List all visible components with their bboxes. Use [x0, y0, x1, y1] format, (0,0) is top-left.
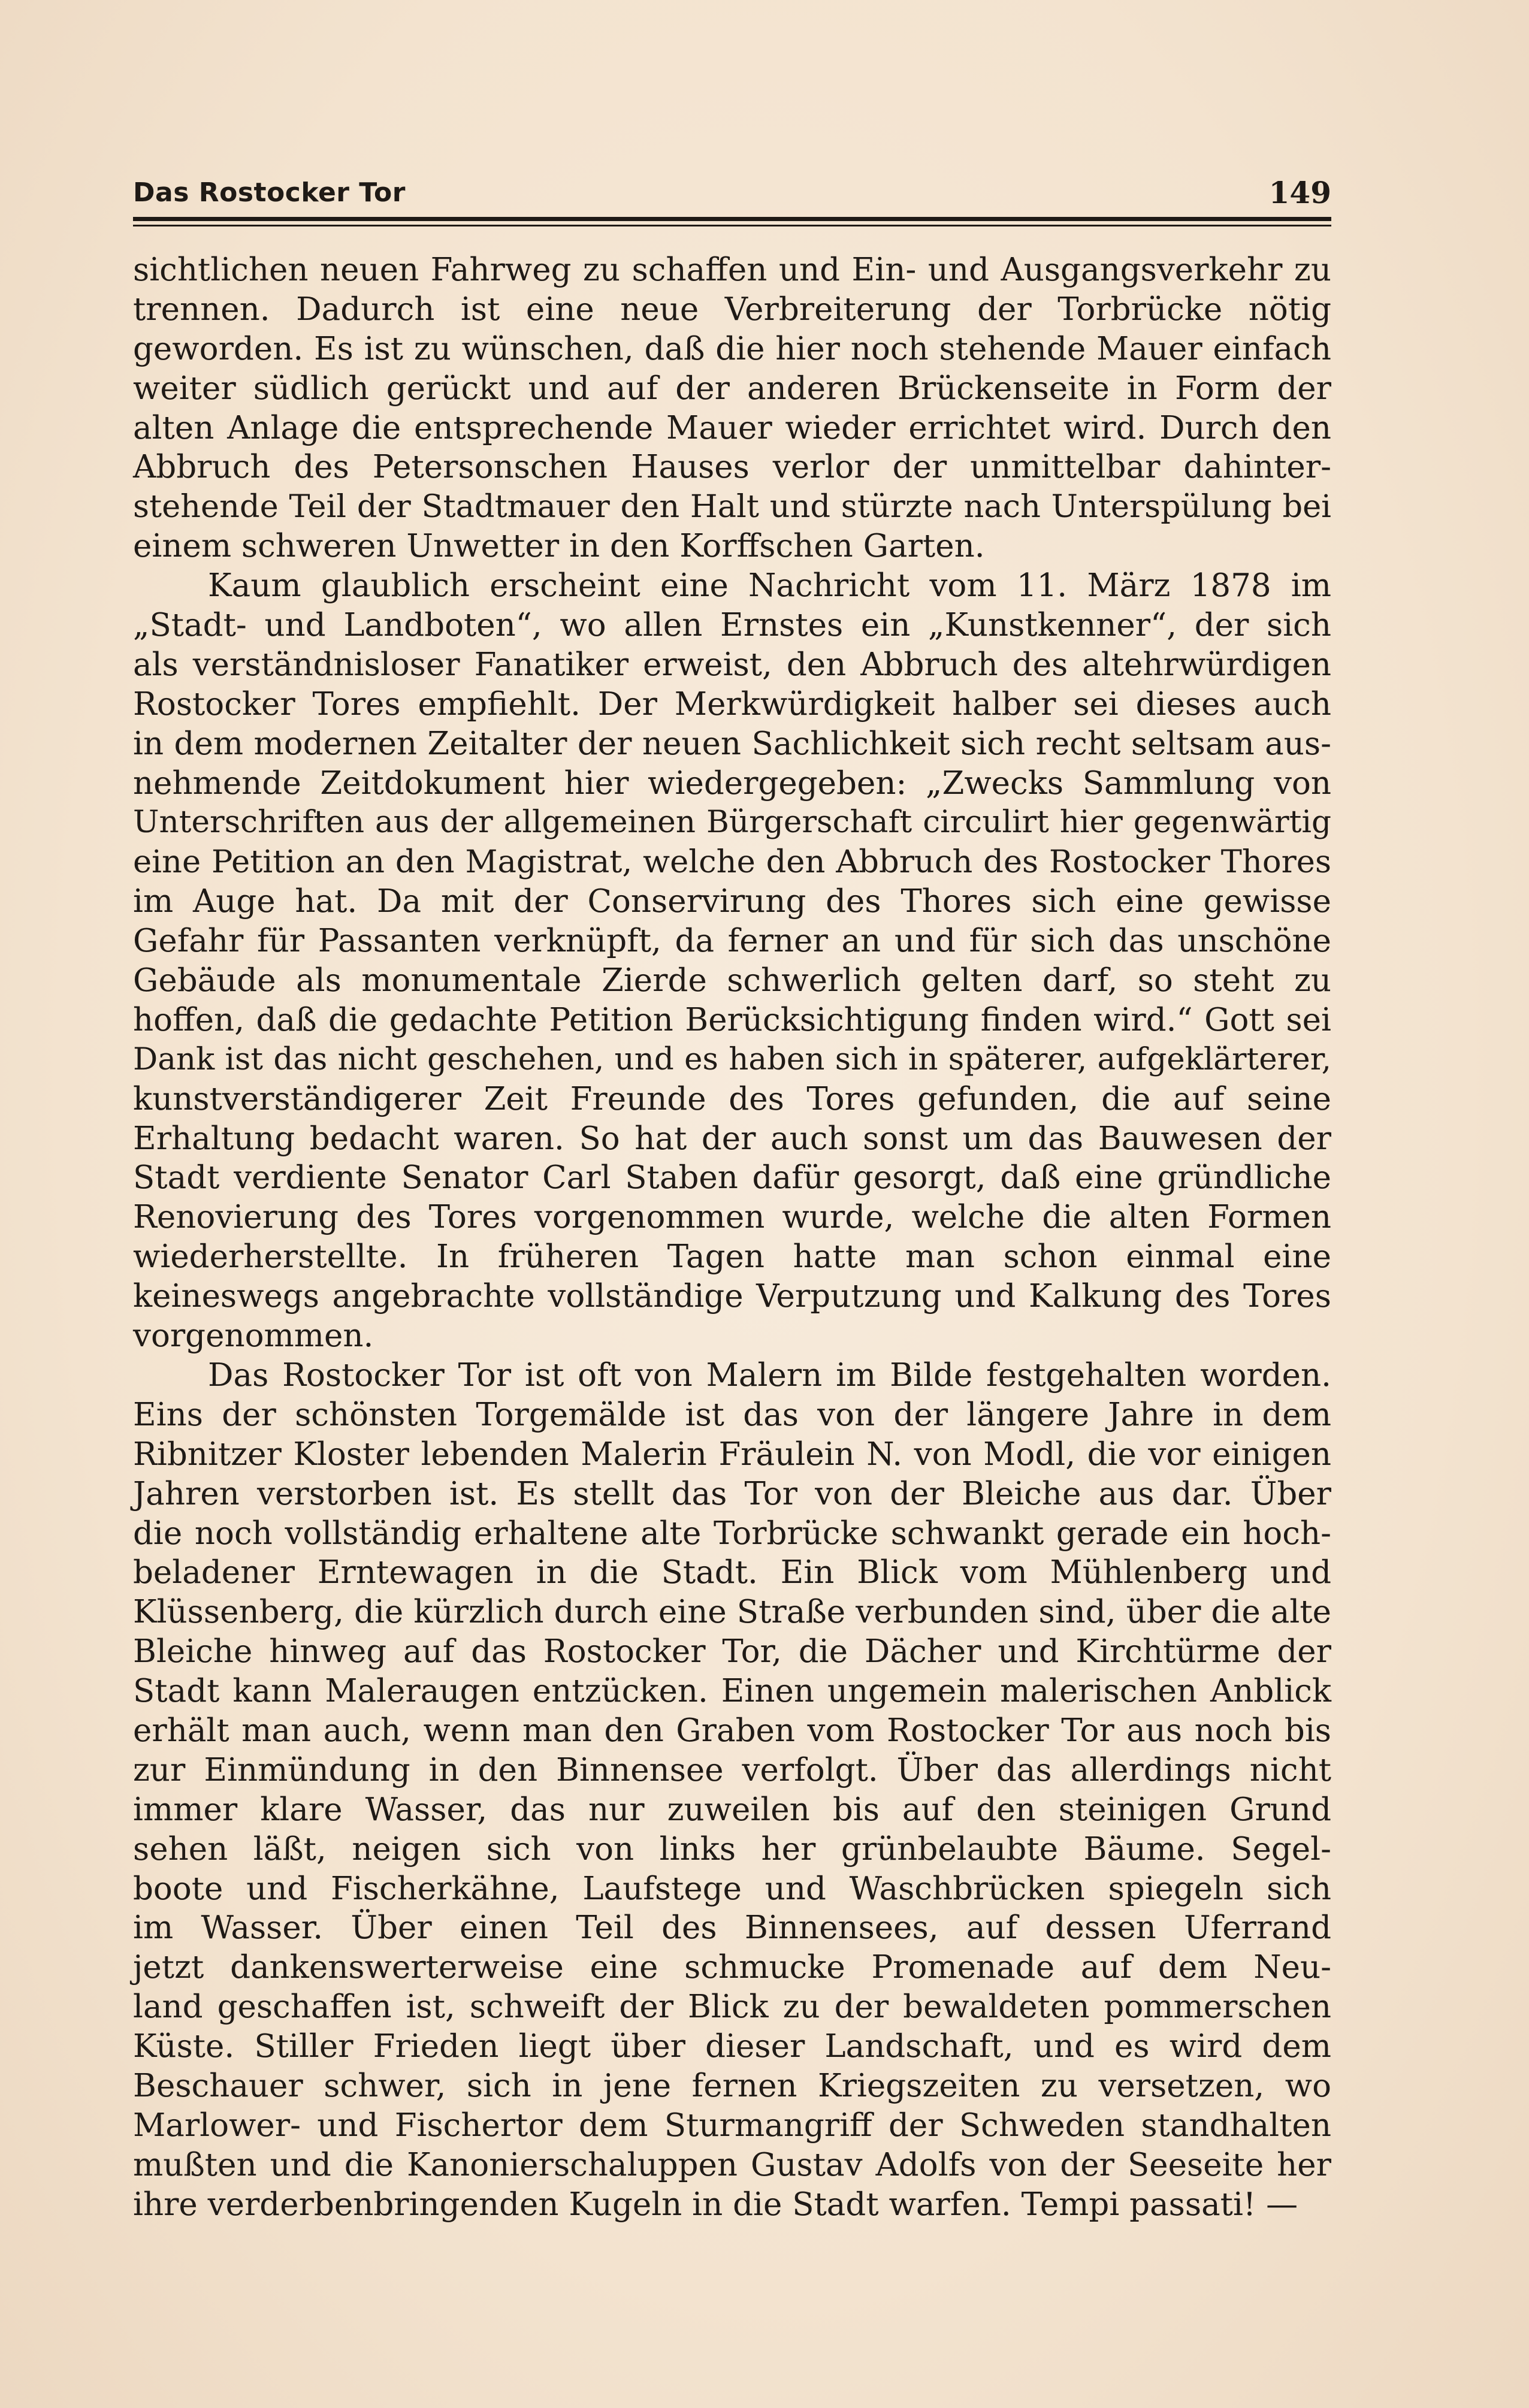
text-line: alten Anlage die entsprechende Mauer wieder errichtet wird. Durch den — [133, 409, 1331, 446]
text-line: ihre verderbenbringenden Kugeln in die Stadt warfen. Tempi passati! — — [133, 2186, 1298, 2223]
text-line: beladener Erntewagen in die Stadt. Ein Blick vom Mühlenberg und — [133, 1554, 1331, 1591]
text-line: Küste. Stiller Frieden liegt über dieser Landschaft, und es wird dem — [133, 2028, 1331, 2065]
text-line: nehmende Zeitdokument hier wiedergegeben: „Zwecks Sammlung von — [133, 765, 1331, 802]
text-line: land geschaffen ist, schweift der Blick zu der bewaldeten pommerschen — [133, 1989, 1331, 2026]
paragraph — [133, 1356, 1331, 2225]
text-line: boote und Fischerkähne, Laufstege und Waschbrücken spiegeln sich — [133, 1870, 1331, 1907]
text-line: Rostocker Tores empfiehlt. Der Merkwürdigkeit halber sei dieses auch — [133, 685, 1331, 723]
text-line: Dank ist das nicht geschehen, und es haben sich in späterer, aufgeklärterer, — [133, 1041, 1331, 1077]
text-line: immer klare Wasser, das nur zuweilen bis auf den steinigen Grund — [133, 1791, 1331, 1828]
text-line: geworden. Es ist zu wünschen, daß die hier noch stehende Mauer einfach — [133, 330, 1331, 367]
text-line: im Auge hat. Da mit der Conservirung des Thores sich eine gewisse — [133, 883, 1331, 920]
text-line: Klüssenberg, die kürzlich durch eine Straße verbunden sind, über die alte — [133, 1594, 1331, 1631]
header-rule-thick — [133, 217, 1331, 221]
text-line: „Stadt- und Landboten“, wo allen Ernstes ein „Kunstkenner“, der sich — [133, 607, 1331, 644]
text-line: Gefahr für Passanten verknüpft, da ferner an und für sich das unschöne — [133, 923, 1331, 960]
text-line: Stadt verdiente Senator Carl Staben dafür gesorgt, daß eine gründliche — [133, 1159, 1331, 1197]
text-line: zur Einmündung in den Binnensee verfolgt. Über das allerdings nicht — [133, 1751, 1331, 1788]
text-line: sehen läßt, neigen sich von links her grünbelaubte Bäume. Segel- — [133, 1830, 1331, 1868]
text-line: Jahren verstorben ist. Es stellt das Tor von der Bleiche aus dar. Über — [133, 1475, 1331, 1512]
body-text — [133, 250, 1331, 2225]
text-line: stehende Teil der Stadtmauer den Halt und stürzte nach Unterspülung bei — [133, 488, 1331, 525]
text-line: Renovierung des Tores vorgenommen wurde, welche die alten Formen — [133, 1199, 1331, 1236]
text-line: Eins der schönsten Torgemälde ist das von der längere Jahre in dem — [133, 1396, 1331, 1433]
page-number: 149 — [1268, 175, 1331, 210]
text-line: eine Petition an den Magistrat, welche den Abbruch des Rostocker Thores — [133, 844, 1331, 881]
text-line: Bleiche hinweg auf das Rostocker Tor, die Dächer und Kirchtürme der — [133, 1633, 1331, 1670]
text-line: Abbruch des Petersonschen Hauses verlor der unmittelbar dahinter- — [133, 449, 1331, 486]
text-line: vorgenommen. — [133, 1318, 374, 1355]
text-line: jetzt dankenswerterweise eine schmucke Promenade auf dem Neu- — [133, 1949, 1331, 1986]
text-line: im Wasser. Über einen Teil des Binnensees, auf dessen Uferrand — [133, 1910, 1331, 1947]
header-rule-thin — [133, 225, 1331, 226]
text-line: trennen. Dadurch ist eine neue Verbreiterung der Torbrücke nötig — [133, 291, 1331, 328]
paragraph — [133, 250, 1331, 566]
running-title: Das Rostocker Tor — [133, 177, 406, 208]
text-line: Gebäude als monumentale Zierde schwerlich gelten darf, so steht zu — [133, 962, 1331, 999]
page-header — [133, 175, 1331, 211]
text-line: als verständnisloser Fanatiker erweist, den Abbruch des altehrwürdigen — [133, 646, 1331, 683]
text-line: Ribnitzer Kloster lebenden Malerin Fräulein N. von Modl, die vor einigen — [133, 1436, 1331, 1473]
text-line: sichtlichen neuen Fahrweg zu schaffen und Ein- und Ausgangsverkehr zu — [133, 252, 1331, 288]
text-line: wiederherstellte. In früheren Tagen hatte man schon einmal eine — [133, 1238, 1331, 1276]
text-line: mußten und die Kanonierschaluppen Gustav Adolfs von der Seeseite her — [133, 2146, 1331, 2183]
text-line: Kaum glaublich erscheint eine Nachricht vom 11. März 1878 im — [208, 567, 1331, 605]
text-line: Marlower- und Fischertor dem Sturmangriff der Schweden standhalten — [133, 2107, 1331, 2144]
text-line: erhält man auch, wenn man den Graben vom Rostocker Tor aus noch bis — [133, 1712, 1331, 1749]
text-line: Das Rostocker Tor ist oft von Malern im Bilde festgehalten worden. — [208, 1356, 1331, 1394]
text-line: kunstverständigerer Zeit Freunde des Tores gefunden, die auf seine — [133, 1080, 1331, 1117]
text-line: hoffen, daß die gedachte Petition Berücksichtigung finden wird.“ Gott sei — [133, 1001, 1331, 1038]
text-line: in dem modernen Zeitalter der neuen Sachlichkeit sich recht seltsam aus- — [133, 725, 1331, 762]
paragraph — [133, 566, 1331, 1356]
text-line: Unterschriften aus der allgemeinen Bürgerschaft circulirt hier gegenwärtig — [133, 804, 1331, 841]
text-line: die noch vollständig erhaltene alte Torbrücke schwankt gerade ein hoch- — [133, 1515, 1331, 1552]
text-line: Beschauer schwer, sich in jene fernen Kriegszeiten zu versetzen, wo — [133, 2067, 1331, 2104]
text-line: keineswegs angebrachte vollständige Verputzung und Kalkung des Tores — [133, 1278, 1331, 1315]
text-line: einem schweren Unwetter in den Korffschen Garten. — [133, 528, 985, 565]
text-line: Stadt kann Maleraugen entzücken. Einen ungemein malerischen Anblick — [133, 1673, 1331, 1710]
text-line: Erhaltung bedacht waren. So hat der auch sonst um das Bauwesen der — [133, 1120, 1331, 1157]
text-line: weiter südlich gerückt und auf der anderen Brückenseite in Form der — [133, 370, 1331, 407]
